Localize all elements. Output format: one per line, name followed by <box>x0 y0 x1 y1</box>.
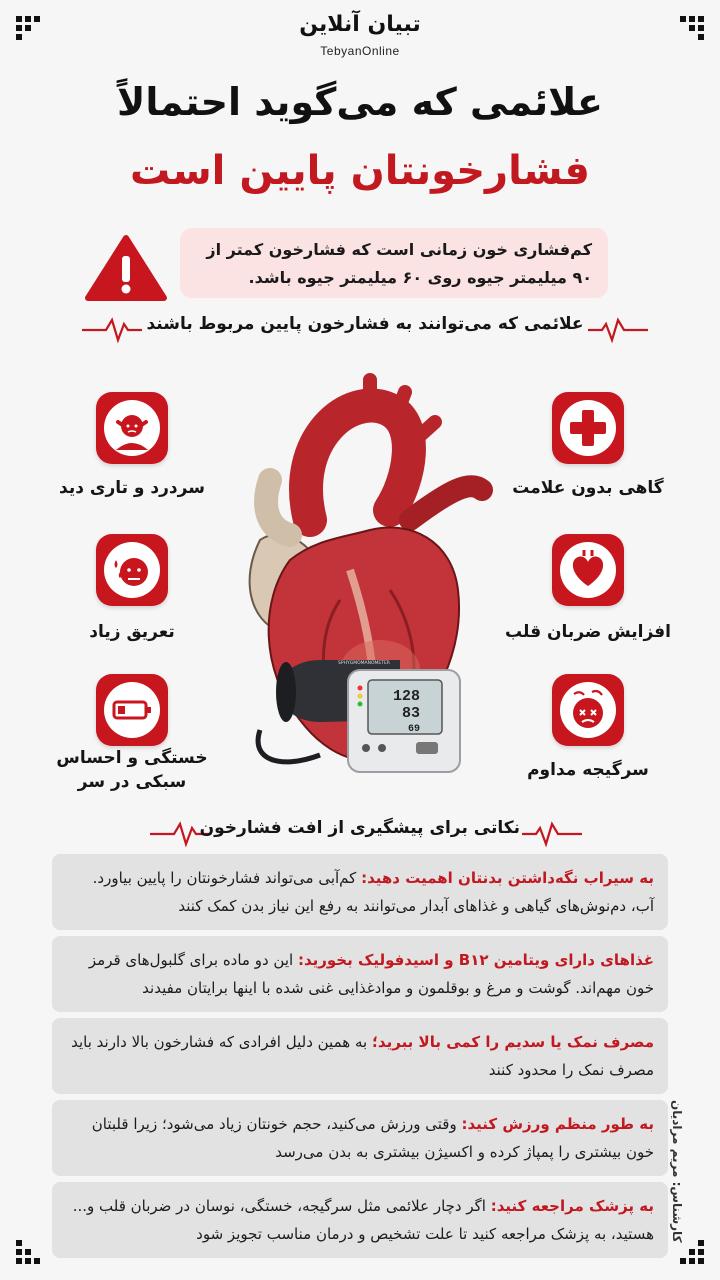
definition-line2: ۹۰ میلیمتر جیوه روی ۶۰ میلیمتر جیوه باشد. <box>248 268 592 287</box>
tip-card-salt <box>52 1018 668 1094</box>
heart-illustration <box>220 370 500 810</box>
device-diastolic: 83 <box>401 705 420 722</box>
symptoms-heading: علائمی که می‌توانند به فشارخون پایین مربوط باشند <box>146 314 584 334</box>
tip-body: این دو ماده برای گلبول‌های قرمز خون مهم‌اند. گوشت و مرغ و بوقلمون و موادغذایی غنی شده با اینها برایتان مفیدند <box>88 951 654 997</box>
symptom-label-no-symptoms: گاهی بدون علامت <box>512 478 664 498</box>
tip-card-hydration <box>52 854 668 930</box>
symptoms-heading-row <box>0 314 720 344</box>
page-title-line2: فشارخونتان پایین است <box>130 148 590 194</box>
symptom-label-sweating: تعریق زیاد <box>89 622 175 642</box>
prevention-heading-row <box>0 818 720 848</box>
tip-title: به سیراب نگه‌داشتن بدنتان اهمیت دهید: <box>361 869 654 887</box>
device-systolic: 128 <box>392 688 420 705</box>
tip-card-vitamins <box>52 936 668 1012</box>
brand-name-latin: TebyanOnline <box>320 44 400 58</box>
tip-title: غذاهای دارای ویتامین B۱۲ و اسیدفولیک بخورید: <box>297 951 654 969</box>
device-brand-label: SPHYGMOMANOMETER <box>338 661 390 666</box>
device-pulse: 69 <box>407 724 420 735</box>
ecg-line-right <box>588 314 648 344</box>
symptom-label-heart-rate: افزایش ضربان قلب <box>505 622 671 642</box>
symptom-label-headache: سردرد و تاری دید <box>59 478 205 498</box>
brand-name: تبیان آنلاین <box>299 12 421 37</box>
page-title-line1: علائمی که می‌گوید احتمالاً <box>117 80 603 124</box>
author-credit: کارشناس: مریم مرادیان <box>670 1100 684 1243</box>
symptom-label-fatigue <box>32 746 232 794</box>
tip-title: به طور منظم ورزش کنید: <box>461 1115 654 1133</box>
ecg-line-right-2 <box>522 818 582 848</box>
tip-card-exercise <box>52 1100 668 1176</box>
sweating-face-icon <box>96 534 168 606</box>
symptom-label-fatigue-line1: خستگی و احساس <box>56 748 208 768</box>
tip-title: مصرف نمک یا سدیم را کمی بالا ببرید؛ <box>371 1033 654 1051</box>
medical-cross-icon <box>552 392 624 464</box>
low-battery-icon <box>96 674 168 746</box>
definition-line1: کم‌فشاری خون زمانی است که فشارخون کمتر از <box>206 240 592 259</box>
tip-body: اگر دچار علائمی مثل سرگیجه، خستگی، نوسان در ضربان قلب و... هستید، به پزشک مراجعه کنید تا علت تشخیص و درمان مناسب تجویز شود <box>72 1197 654 1243</box>
tip-card-doctor <box>52 1182 668 1258</box>
dizzy-face-icon <box>552 674 624 746</box>
tip-body: کم‌آبی می‌تواند فشارخونتان را پایین بیاورد. آب، دم‌نوش‌های گیاهی و غذاهای آبدار می‌توانند به رفع این نیاز بدن کمک کنند <box>92 869 654 915</box>
tip-body: به همین دلیل افرادی که فشارخون بالا دارند باید مصرف نمک را محدود کنند <box>71 1033 654 1079</box>
symptom-label-fatigue-line2: سبکی در سر <box>77 772 187 792</box>
definition-box <box>180 228 608 298</box>
warning-icon <box>84 234 168 302</box>
heart-icon <box>552 534 624 606</box>
corner-ornament-bottom-left <box>14 1238 42 1266</box>
symptom-label-dizziness: سرگیجه مداوم <box>527 760 649 780</box>
tip-title: به پزشک مراجعه کنید: <box>490 1197 654 1215</box>
headache-icon <box>96 392 168 464</box>
tip-body: وقتی ورزش می‌کنید، حجم خونتان زیاد می‌شود؛ زیرا قلبتان خون بیشتری را پمپاژ کرده و اکسیژن بیشتری به بدن می‌رسد <box>91 1115 654 1161</box>
prevention-heading: نکاتی برای پیشگیری از افت فشارخون <box>199 818 520 838</box>
ecg-line-left <box>82 314 142 344</box>
